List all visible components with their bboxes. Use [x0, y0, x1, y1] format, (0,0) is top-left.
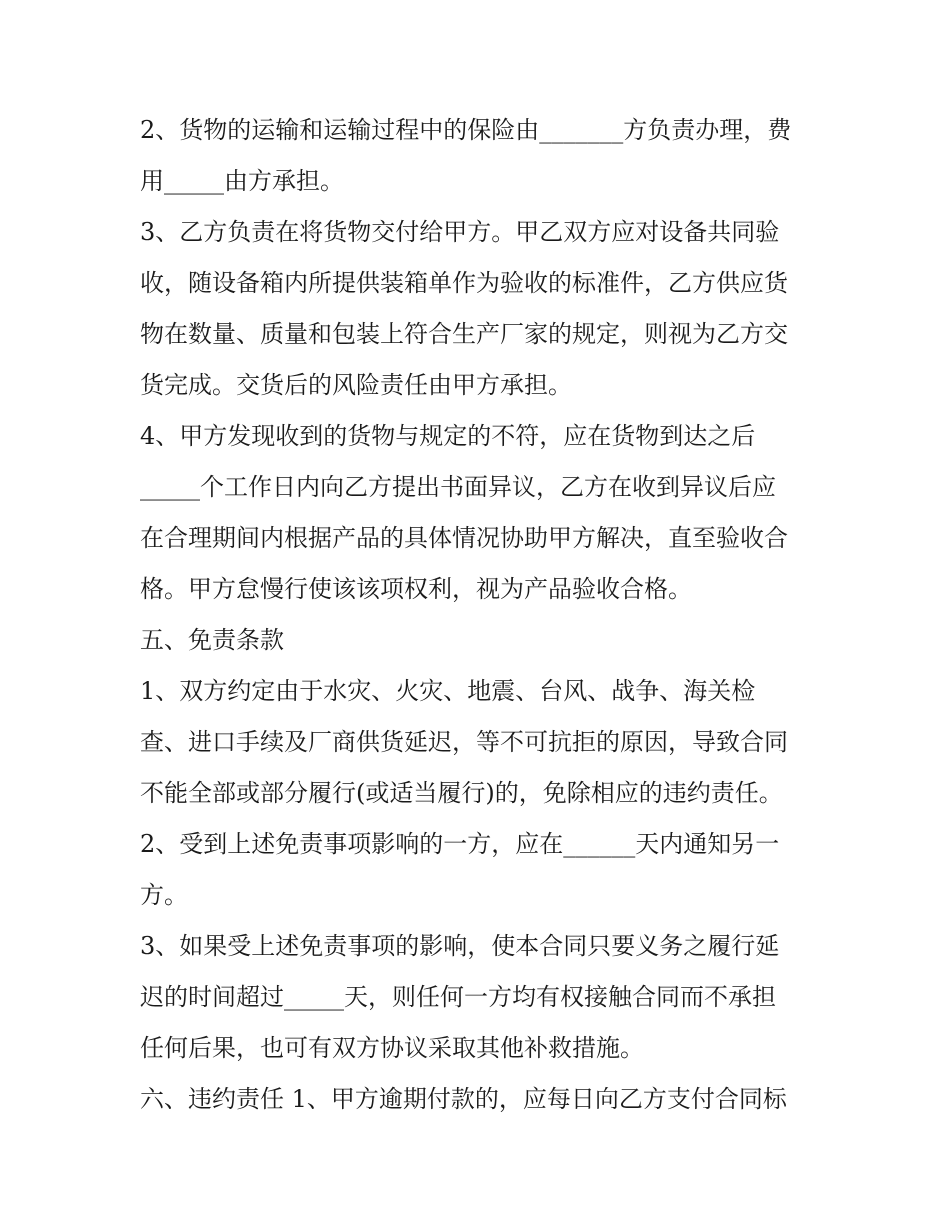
paragraph-line-15: 2、受到上述免责事项影响的一方，应在______天内通知另一 — [140, 830, 780, 858]
paragraph-line-5: 物在数量、质量和包装上符合生产厂家的规定，则视为乙方交 — [140, 320, 788, 348]
paragraph-line-9: 在合理期间内根据产品的具体情况协助甲方解决，直至验收合 — [140, 524, 788, 552]
paragraph-line-16: 方。 — [140, 881, 188, 909]
paragraph-line-4: 收，随设备箱内所提供装箱单作为验收的标准件，乙方供应货 — [140, 269, 788, 297]
paragraph-line-7: 4、甲方发现收到的货物与规定的不符，应在货物到达之后 — [140, 422, 756, 450]
paragraph-line-19: 任何后果，也可有双方协议采取其他补救措施。 — [140, 1034, 644, 1062]
paragraph-line-17: 3、如果受上述免责事项的影响，使本合同只要义务之履行延 — [140, 932, 780, 960]
section-heading-exemption: 五、免责条款 — [140, 626, 284, 654]
paragraph-line-2: 用_____由方承担。 — [140, 167, 344, 195]
paragraph-line-8: _____个工作日内向乙方提出书面异议，乙方在收到异议后应 — [140, 473, 776, 501]
paragraph-line-1: 2、货物的运输和运输过程中的保险由_______方负责办理，费 — [140, 116, 792, 144]
paragraph-line-12: 1、双方约定由于水灾、火灾、地震、台风、战争、海关检 — [140, 677, 756, 705]
paragraph-line-14: 不能全部或部分履行(或适当履行)的，免除相应的违约责任。 — [140, 779, 783, 807]
paragraph-line-18: 迟的时间超过_____天，则任何一方均有权接触合同而不承担 — [140, 983, 776, 1011]
paragraph-line-3: 3、乙方负责在将货物交付给甲方。甲乙双方应对设备共同验 — [140, 218, 780, 246]
paragraph-line-6: 货完成。交货后的风险责任由甲方承担。 — [140, 371, 572, 399]
paragraph-line-13: 查、进口手续及厂商供货延迟，等不可抗拒的原因，导致合同 — [140, 728, 788, 756]
paragraph-line-10: 格。甲方怠慢行使该该项权利，视为产品验收合格。 — [140, 575, 692, 603]
section-heading-breach: 六、违约责任 1、甲方逾期付款的，应每日向乙方支付合同标 — [140, 1085, 787, 1113]
